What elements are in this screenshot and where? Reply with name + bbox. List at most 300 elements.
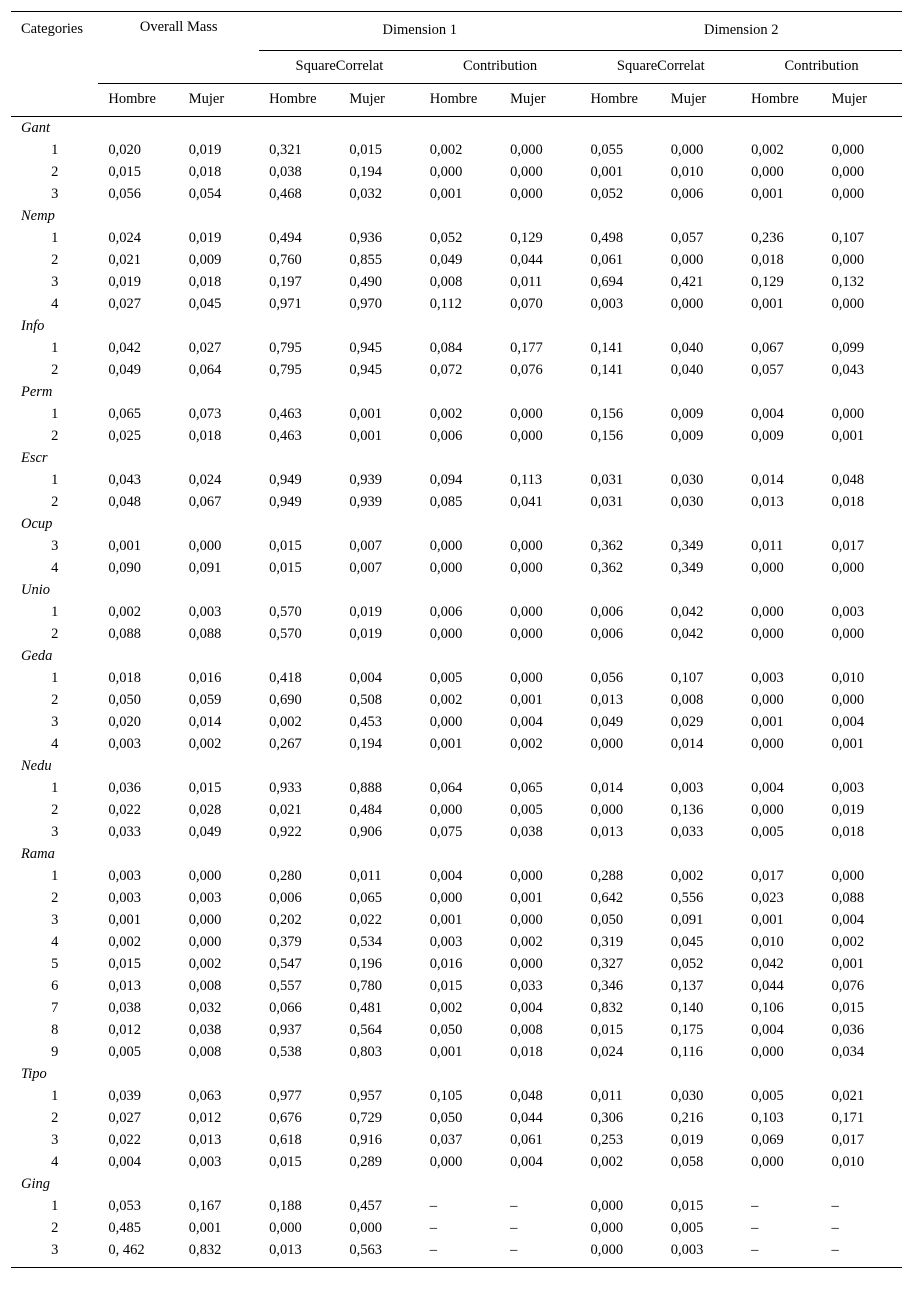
table-cell: 0,013 — [188, 1131, 222, 1148]
table-cell: 0,167 — [188, 1197, 222, 1214]
table-cell: 0,017 — [831, 1131, 865, 1148]
table-cell: 0,004 — [510, 713, 543, 730]
table-cell: 0,030 — [670, 493, 704, 510]
group-label: Nemp — [21, 207, 55, 224]
table-cell: 0,349 — [670, 537, 704, 554]
table-cell: 0,001 — [831, 427, 865, 444]
table-row — [11, 711, 902, 733]
table-cell: 0,018 — [510, 1043, 543, 1060]
row-index: 2 — [51, 801, 59, 818]
table-cell: 0,004 — [751, 1021, 784, 1038]
table-cell: 0,027 — [108, 295, 141, 312]
table-cell: 0,011 — [590, 1087, 623, 1104]
table-cell: 0,000 — [349, 1219, 383, 1236]
table-cell: 0,000 — [510, 955, 543, 972]
table-cell: 0,000 — [510, 559, 543, 576]
table-cell: 0,066 — [269, 999, 302, 1016]
table-header — [11, 12, 902, 117]
table-cell: 0,112 — [429, 295, 462, 312]
table-cell: 0,024 — [590, 1043, 624, 1060]
table-row — [11, 491, 902, 513]
table-cell: 0,000 — [510, 669, 543, 686]
table-cell: 0,000 — [670, 251, 704, 268]
table-cell: 0,024 — [108, 229, 141, 246]
table-cell: 0,018 — [831, 493, 865, 510]
table-cell: 0,049 — [429, 251, 463, 268]
table-cell: 0,006 — [269, 889, 302, 906]
table-cell: 0,091 — [670, 911, 704, 928]
table-cell: 0,065 — [349, 889, 383, 906]
table-cell: 0,028 — [188, 801, 222, 818]
table-cell: 0,289 — [349, 1153, 383, 1170]
table-row — [11, 1151, 902, 1173]
table-cell: 0,000 — [188, 911, 222, 928]
table-cell: 0,000 — [510, 625, 543, 642]
table-cell: 0,004 — [831, 713, 865, 730]
table-cell: 0,004 — [510, 1153, 543, 1170]
table-cell: 0,000 — [510, 405, 543, 422]
table-row — [11, 535, 902, 557]
table-cell: 0,306 — [590, 1109, 624, 1126]
table-cell: 0,010 — [831, 669, 865, 686]
table-row — [11, 425, 902, 447]
table-cell: 0,013 — [259, 1239, 339, 1268]
table-cell: 0,855 — [349, 251, 383, 268]
table-row — [11, 667, 902, 689]
table-cell: 0,188 — [269, 1197, 302, 1214]
table-cell: 0,001 — [429, 735, 463, 752]
table-row — [11, 1019, 902, 1041]
group-label: Unio — [21, 581, 50, 598]
row-index: 1 — [51, 669, 59, 686]
table-cell: 0,015 — [269, 1153, 302, 1170]
row-index: 2 — [51, 625, 59, 642]
table-cell: 0,005 — [510, 801, 543, 818]
table-cell: 0,067 — [751, 339, 784, 356]
table-cell: 0,002 — [429, 691, 463, 708]
table-cell: 0,001 — [349, 427, 383, 444]
table-cell: 0,000 — [510, 141, 543, 158]
table-cell: 0,050 — [429, 1109, 463, 1126]
table-cell: 0,000 — [831, 185, 865, 202]
table-cell: 0,000 — [751, 801, 784, 818]
table-cell: 0,059 — [188, 691, 222, 708]
table-cell: 0,000 — [429, 625, 463, 642]
table-cell: 0,008 — [670, 691, 704, 708]
table-cell: 0,099 — [831, 339, 865, 356]
table-cell: 0,346 — [590, 977, 624, 994]
table-cell: 0,002 — [108, 933, 141, 950]
table-cell: 0,463 — [269, 427, 302, 444]
table-cell: 0,065 — [510, 779, 543, 796]
table-cell: 0,957 — [349, 1087, 383, 1104]
table-cell: 0,021 — [108, 251, 141, 268]
row-index: 4 — [51, 933, 59, 950]
table-cell: 0,001 — [429, 185, 463, 202]
group-row — [11, 205, 902, 227]
header-d2-contribution: Contribution — [741, 50, 902, 83]
table-cell: 0,061 — [590, 251, 624, 268]
table-cell: 0,031 — [590, 471, 624, 488]
table-cell: 0,000 — [751, 163, 784, 180]
table-row — [11, 601, 902, 623]
table-row — [11, 161, 902, 183]
table-cell: 0,016 — [429, 955, 463, 972]
table-cell: 0,043 — [831, 361, 865, 378]
table-cell: 0,019 — [188, 141, 222, 158]
table-cell: 0,005 — [751, 823, 784, 840]
row-index: 2 — [51, 1109, 59, 1126]
table-cell: 0,945 — [349, 361, 383, 378]
group-row — [11, 513, 902, 535]
table-cell: – — [510, 1219, 518, 1236]
table-cell: 0,977 — [269, 1087, 302, 1104]
table-row — [11, 1085, 902, 1107]
table-cell: 0,013 — [590, 691, 624, 708]
table-cell: 0,010 — [831, 1153, 865, 1170]
table-cell: 0,048 — [108, 493, 141, 510]
table-cell: 0,005 — [429, 669, 463, 686]
table-cell: 0,000 — [590, 735, 624, 752]
table-cell: 0,006 — [429, 427, 463, 444]
table-cell: 0,033 — [108, 823, 141, 840]
table-row — [11, 337, 902, 359]
group-row — [11, 447, 902, 469]
table-cell: 0, 462 — [98, 1239, 178, 1268]
table-cell: 0,015 — [108, 163, 141, 180]
table-row — [11, 1195, 902, 1217]
table-cell: 0,194 — [349, 735, 383, 752]
table-cell: 0,011 — [751, 537, 784, 554]
table-cell: 0,000 — [580, 1239, 660, 1268]
group-label: Nedu — [21, 757, 52, 774]
table-cell: 0,011 — [349, 867, 382, 884]
table-cell: 0,418 — [269, 669, 302, 686]
table-cell: 0,042 — [108, 339, 141, 356]
table-cell: 0,031 — [590, 493, 624, 510]
row-index: 2 — [51, 1219, 59, 1236]
table-cell: 0,253 — [590, 1131, 624, 1148]
table-row — [11, 909, 902, 931]
table-row — [11, 359, 902, 381]
table-cell: 0,236 — [751, 229, 784, 246]
table-cell: 0,002 — [831, 933, 865, 950]
row-index: 1 — [51, 779, 59, 796]
table-cell: 0,000 — [269, 1219, 302, 1236]
table-cell: 0,065 — [108, 405, 141, 422]
table-cell: 0,002 — [269, 713, 302, 730]
table-cell: 0,003 — [188, 889, 222, 906]
table-cell: 0,105 — [429, 1087, 463, 1104]
table-row — [11, 733, 902, 755]
header-hombre: Hombre — [580, 83, 660, 116]
group-row — [11, 315, 902, 337]
row-index: 2 — [51, 889, 59, 906]
row-index: 3 — [51, 273, 59, 290]
table-cell: 0,006 — [429, 603, 463, 620]
table-cell: 0,937 — [269, 1021, 302, 1038]
table-cell: 0,000 — [510, 537, 543, 554]
table-row — [11, 1217, 902, 1239]
table-cell: 0,008 — [429, 273, 463, 290]
table-cell: 0,050 — [108, 691, 141, 708]
table-cell: 0,043 — [108, 471, 141, 488]
table-cell: 0,004 — [831, 911, 865, 928]
table-cell: 0,001 — [831, 955, 865, 972]
row-index: 4 — [51, 295, 59, 312]
table-cell: 0,468 — [269, 185, 302, 202]
table-cell: 0,916 — [349, 1131, 383, 1148]
group-row — [11, 843, 902, 865]
table-cell: 0,000 — [429, 537, 463, 554]
table-cell: 0,052 — [429, 229, 463, 246]
group-row — [11, 116, 902, 139]
table-cell: 0,007 — [349, 559, 383, 576]
table-cell: 0,141 — [590, 339, 624, 356]
table-cell: 0,024 — [188, 471, 222, 488]
table-body — [11, 116, 902, 1267]
table-cell: 0,053 — [108, 1197, 141, 1214]
table-cell: 0,003 — [108, 867, 141, 884]
header-mujer: Mujer — [821, 83, 902, 116]
table-cell: 0,076 — [831, 977, 865, 994]
table-row — [11, 227, 902, 249]
table-cell: 0,129 — [751, 273, 784, 290]
row-index: 2 — [51, 163, 59, 180]
table-cell: 0,000 — [831, 867, 865, 884]
table-cell: 0,019 — [670, 1131, 704, 1148]
table-cell: 0,000 — [670, 295, 704, 312]
table-cell: 0,003 — [831, 603, 865, 620]
table-cell: 0,055 — [590, 141, 624, 158]
table-cell: 0,001 — [751, 713, 784, 730]
table-row — [11, 183, 902, 205]
group-row — [11, 755, 902, 777]
row-index: 1 — [51, 603, 59, 620]
table-cell: 0,017 — [831, 537, 865, 554]
table-cell: – — [831, 1219, 839, 1236]
table-cell: 0,069 — [751, 1131, 784, 1148]
table-cell: 0,349 — [670, 559, 704, 576]
table-cell: 0,002 — [510, 933, 543, 950]
table-cell: 0,003 — [590, 295, 624, 312]
table-cell: 0,073 — [188, 405, 222, 422]
table-cell: 0,000 — [429, 1153, 463, 1170]
row-index: 9 — [51, 1043, 59, 1060]
table-cell: 0,018 — [188, 163, 222, 180]
table-cell: 0,044 — [510, 251, 543, 268]
table-cell: – — [741, 1239, 821, 1268]
table-cell: 0,002 — [188, 735, 222, 752]
table-cell: 0,005 — [108, 1043, 141, 1060]
table-cell: 0,001 — [510, 889, 543, 906]
row-index: 2 — [51, 251, 59, 268]
table-cell: 0,076 — [510, 361, 543, 378]
table-cell: – — [751, 1197, 759, 1214]
table-cell: 0,052 — [670, 955, 704, 972]
table-cell: 0,003 — [108, 735, 141, 752]
table-row — [11, 271, 902, 293]
group-label: Rama — [21, 845, 55, 862]
table-cell: 0,379 — [269, 933, 302, 950]
table-cell: 0,570 — [269, 625, 302, 642]
table-cell: 0,038 — [108, 999, 141, 1016]
table-cell: 0,044 — [510, 1109, 543, 1126]
table-cell: 0,002 — [590, 1153, 624, 1170]
table-cell: 0,004 — [108, 1153, 141, 1170]
header-hombre: Hombre — [259, 83, 339, 116]
row-index: 2 — [51, 427, 59, 444]
table-cell: 0,040 — [670, 361, 704, 378]
group-row — [11, 579, 902, 601]
table-cell: 0,490 — [349, 273, 383, 290]
table-cell: 0,061 — [510, 1131, 543, 1148]
table-cell: 0,057 — [751, 361, 784, 378]
table-cell: 0,949 — [269, 471, 302, 488]
table-cell: 0,970 — [349, 295, 383, 312]
table-cell: 0,050 — [590, 911, 624, 928]
table-cell: – — [751, 1219, 759, 1236]
table-cell: – — [821, 1239, 902, 1268]
table-cell: 0,457 — [349, 1197, 383, 1214]
table-cell: 0,088 — [188, 625, 222, 642]
table-cell: 0,084 — [429, 339, 463, 356]
row-index: 1 — [51, 229, 59, 246]
table-cell: 0,014 — [751, 471, 784, 488]
table-cell: – — [429, 1219, 437, 1236]
table-cell: 0,056 — [108, 185, 141, 202]
table-cell: 0,058 — [670, 1153, 704, 1170]
table-cell: 0,485 — [108, 1219, 141, 1236]
table-cell: 0,042 — [670, 625, 704, 642]
table-cell: 0,013 — [590, 823, 624, 840]
header-d2-squarecorrelat: SquareCorrelat — [580, 50, 741, 83]
table-cell: 0,000 — [831, 625, 865, 642]
table-cell: 0,116 — [670, 1043, 703, 1060]
table-cell: 0,019 — [349, 603, 383, 620]
table-cell: 0,000 — [831, 405, 865, 422]
table-cell: 0,000 — [510, 867, 543, 884]
table-cell: 0,045 — [188, 295, 222, 312]
group-label: Perm — [21, 383, 53, 400]
table-row — [11, 953, 902, 975]
table-cell: 0,547 — [269, 955, 302, 972]
header-hombre: Hombre — [741, 83, 821, 116]
table-cell: 0,017 — [751, 867, 784, 884]
header-hombre: Hombre — [98, 83, 178, 116]
table-cell: 0,048 — [831, 471, 865, 488]
table-cell: 0,003 — [831, 779, 865, 796]
table-row — [11, 777, 902, 799]
table-cell: 0,453 — [349, 713, 383, 730]
table-cell: 0,013 — [108, 977, 141, 994]
table-cell: 0,321 — [269, 141, 302, 158]
table-cell: 0,563 — [339, 1239, 419, 1268]
table-cell: 0,494 — [269, 229, 302, 246]
group-label: Geda — [21, 647, 53, 664]
row-index: 4 — [51, 1153, 59, 1170]
table-cell: 0,018 — [751, 251, 784, 268]
table-row — [11, 887, 902, 909]
table-cell: 0,019 — [349, 625, 383, 642]
table-cell: 0,072 — [429, 361, 463, 378]
table-cell: 0,021 — [831, 1087, 865, 1104]
row-index: 2 — [51, 361, 59, 378]
table-cell: 0,009 — [670, 427, 704, 444]
data-table — [11, 11, 902, 1268]
table-cell: 0,003 — [661, 1239, 741, 1268]
table-cell: 0,019 — [188, 229, 222, 246]
table-cell: 0,216 — [670, 1109, 704, 1126]
table-cell: 0,000 — [188, 537, 222, 554]
table-cell: 0,002 — [108, 603, 141, 620]
table-cell: 0,676 — [269, 1109, 302, 1126]
table-cell: 0,000 — [188, 933, 222, 950]
table-row — [11, 469, 902, 491]
table-cell: 0,032 — [188, 999, 222, 1016]
row-index: 8 — [51, 1021, 59, 1038]
table-cell: 0,001 — [108, 537, 141, 554]
header-overall-mass-spacer — [98, 50, 259, 83]
table-cell: 0,015 — [349, 141, 383, 158]
row-index: 1 — [51, 339, 59, 356]
table-cell: 0,000 — [751, 735, 784, 752]
table-cell: – — [429, 1197, 437, 1214]
table-cell: 0,362 — [590, 559, 624, 576]
table-cell: 0,107 — [831, 229, 865, 246]
table-cell: 0,000 — [510, 427, 543, 444]
table-cell: 0,832 — [590, 999, 624, 1016]
table-cell: 0,022 — [108, 801, 141, 818]
table-cell: 0,177 — [510, 339, 543, 356]
row-index: 3 — [51, 713, 59, 730]
table-cell: 0,690 — [269, 691, 302, 708]
header-mujer: Mujer — [661, 83, 741, 116]
table-row — [11, 249, 902, 271]
row-index: 3 — [51, 185, 59, 202]
table-cell: 0,075 — [429, 823, 463, 840]
header-d1-contribution: Contribution — [420, 50, 581, 83]
table-cell: 0,045 — [670, 933, 704, 950]
group-row — [11, 381, 902, 403]
table-cell: 0,018 — [831, 823, 865, 840]
table-row — [11, 1239, 902, 1268]
table-cell: 0,030 — [670, 1087, 704, 1104]
table-cell: 0,103 — [751, 1109, 784, 1126]
table-cell: 0,004 — [751, 405, 784, 422]
table-cell: 0,000 — [429, 801, 463, 818]
row-index: 2 — [51, 691, 59, 708]
header-dimension-1: Dimension 1 — [259, 12, 580, 51]
table-cell: 0,049 — [590, 713, 624, 730]
table-cell: 0,018 — [108, 669, 141, 686]
table-cell: 0,001 — [590, 163, 624, 180]
table-cell: 0,001 — [751, 911, 784, 928]
table-cell: 0,015 — [590, 1021, 624, 1038]
table-cell: 0,175 — [670, 1021, 704, 1038]
table-cell: 0,064 — [429, 779, 463, 796]
table-cell: 0,498 — [590, 229, 624, 246]
table-row — [11, 557, 902, 579]
table-cell: 0,319 — [590, 933, 624, 950]
table-cell: 0,013 — [751, 493, 784, 510]
table-cell: 0,421 — [670, 273, 704, 290]
row-index: 1 — [51, 471, 59, 488]
table-cell: 0,196 — [349, 955, 383, 972]
table-row — [11, 293, 902, 315]
table-cell: 0,038 — [510, 823, 543, 840]
table-cell: 0,000 — [510, 911, 543, 928]
